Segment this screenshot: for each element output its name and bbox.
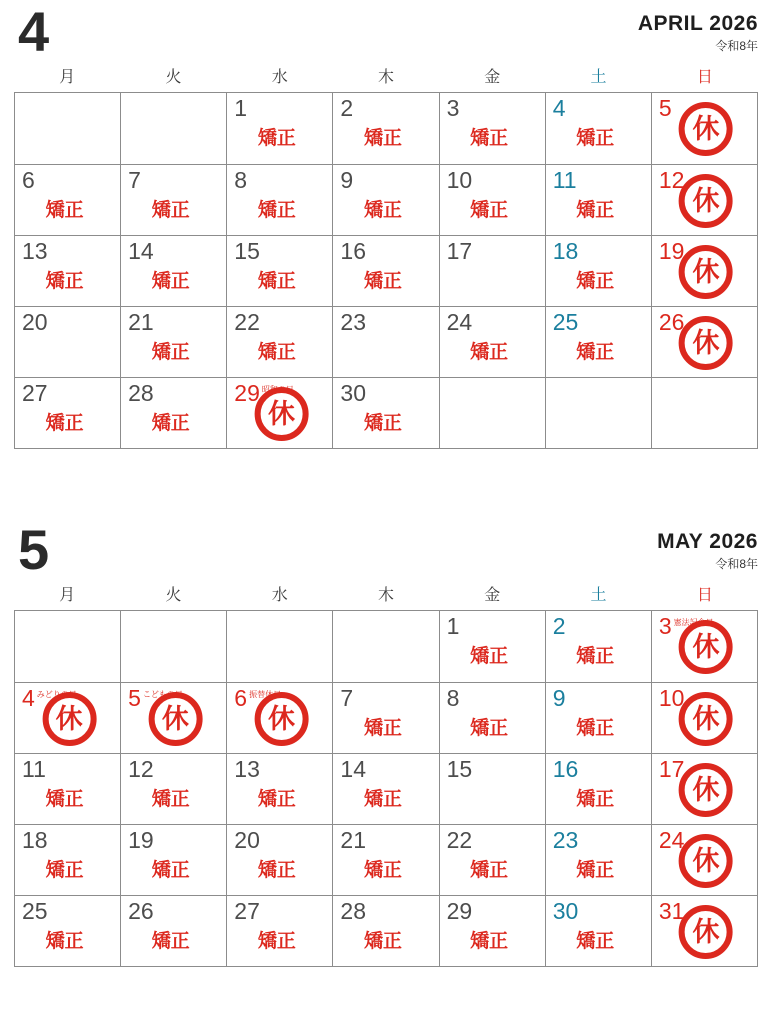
closed-stamp-icon (679, 316, 733, 370)
day-number: 12 (658, 167, 685, 193)
closed-stamp-icon (254, 387, 308, 441)
day-cell-top-line (121, 236, 226, 263)
day-cell (15, 165, 120, 235)
day-cell-top-line (333, 307, 438, 334)
weekday-header-weekday: 火 (165, 587, 182, 604)
day-cell (651, 93, 757, 164)
day-cell-top-line (546, 236, 651, 263)
day-cell-top-line (121, 307, 226, 334)
day-cell (15, 378, 120, 448)
day-number: 7 (128, 167, 141, 193)
day-cell-top-line (15, 165, 120, 192)
holiday-name-label: 振替休日 (249, 690, 282, 699)
correction-label: 矯正 (45, 789, 84, 810)
day-number: 3 (446, 95, 460, 121)
day-number: 30 (552, 898, 579, 924)
day-number: 21 (128, 309, 154, 335)
weekday-header-weekday: 木 (377, 587, 394, 604)
day-cell-top-line (121, 754, 226, 781)
month-number: 4 (18, 0, 48, 63)
closed-label: 休 (267, 398, 295, 429)
day-cell-top-line (227, 236, 332, 263)
day-cell (120, 307, 226, 377)
closed-stamp-icon (679, 834, 733, 888)
day-cell (545, 754, 651, 824)
day-number: 22 (446, 827, 473, 853)
day-number: 15 (234, 238, 260, 264)
correction-label: 矯正 (45, 200, 84, 221)
day-cell (15, 896, 120, 966)
month-title: MAY 2026 (657, 530, 758, 553)
empty-cell (332, 611, 438, 682)
day-number: 31 (658, 898, 685, 924)
day-cell-top-line (440, 165, 545, 192)
day-cell-top-line (121, 378, 226, 405)
day-cell-top-line (15, 754, 120, 781)
day-cell-top-line (227, 93, 332, 120)
day-number: 5 (658, 95, 672, 121)
correction-label: 矯正 (151, 200, 190, 221)
correction-label: 矯正 (576, 271, 615, 292)
correction-label: 矯正 (576, 646, 615, 667)
week-row (15, 306, 757, 377)
correction-label: 矯正 (257, 789, 296, 810)
day-cell (332, 236, 438, 306)
closed-stamp-icon (679, 102, 733, 156)
day-cell-top-line (333, 236, 438, 263)
day-number: 23 (552, 827, 579, 853)
day-cell-top-line (546, 611, 651, 638)
empty-cell (651, 378, 757, 448)
day-cell-top-line (440, 307, 545, 334)
week-row (15, 895, 757, 966)
correction-label: 矯正 (257, 931, 296, 952)
day-cell (545, 896, 651, 966)
day-cell-top-line (546, 683, 651, 710)
day-cell (439, 896, 545, 966)
closed-stamp-icon (254, 692, 308, 746)
closed-label: 休 (692, 916, 720, 947)
day-number: 2 (340, 95, 354, 121)
day-cell-top-line (227, 896, 332, 923)
weekday-header-saturday: 土 (590, 587, 607, 604)
day-cell-top-line (546, 754, 651, 781)
closed-label: 休 (55, 703, 83, 734)
day-cell (226, 165, 332, 235)
empty-cell (226, 611, 332, 682)
month-number: 5 (18, 518, 48, 581)
empty-cell (15, 93, 120, 164)
day-number: 11 (22, 756, 46, 782)
day-number: 19 (658, 238, 685, 264)
day-number: 8 (446, 685, 460, 711)
weekday-header-weekday: 木 (377, 69, 394, 86)
day-cell (651, 611, 757, 682)
holiday-name-label: 昭和の日 (261, 385, 294, 394)
day-number: 28 (340, 898, 367, 924)
day-cell-top-line (440, 754, 545, 781)
day-number: 28 (128, 380, 154, 406)
day-cell-top-line (227, 165, 332, 192)
week-row (15, 824, 757, 895)
closed-label: 休 (692, 256, 720, 287)
day-number: 25 (552, 309, 579, 335)
closed-stamp-icon (42, 692, 96, 746)
correction-label: 矯正 (257, 860, 296, 881)
day-number: 4 (22, 685, 35, 711)
correction-label: 矯正 (257, 200, 296, 221)
day-number: 9 (340, 167, 354, 193)
day-cell (651, 236, 757, 306)
correction-label: 矯正 (151, 271, 190, 292)
month-section-april (14, 2, 758, 449)
day-cell (226, 378, 332, 448)
day-cell (439, 825, 545, 895)
day-cell (15, 307, 120, 377)
day-number: 16 (340, 238, 367, 264)
day-cell (332, 683, 438, 753)
day-cell (15, 825, 120, 895)
correction-label: 矯正 (257, 128, 296, 149)
day-number: 23 (340, 309, 367, 335)
day-cell-top-line (440, 825, 545, 852)
correction-label: 矯正 (151, 342, 190, 363)
day-cell (651, 825, 757, 895)
day-cell-top-line (333, 896, 438, 923)
week-row (15, 93, 757, 164)
empty-cell (439, 378, 545, 448)
correction-label: 矯正 (470, 718, 509, 739)
week-row (15, 753, 757, 824)
closed-label: 休 (267, 703, 295, 734)
closed-stamp-icon (679, 905, 733, 959)
day-cell-top-line (333, 378, 438, 405)
day-number: 9 (552, 685, 566, 711)
day-number: 2 (552, 613, 566, 639)
correction-label: 矯正 (576, 342, 615, 363)
day-cell-top-line (440, 93, 545, 120)
weekday-header-weekday: 月 (59, 587, 76, 604)
day-cell (15, 683, 120, 753)
day-number: 18 (22, 827, 48, 853)
day-cell-top-line (546, 307, 651, 334)
day-cell (651, 754, 757, 824)
day-number: 7 (340, 685, 354, 711)
day-cell (226, 236, 332, 306)
calendar-grid-april (14, 92, 758, 449)
day-cell-top-line (15, 825, 120, 852)
day-number: 19 (128, 827, 154, 853)
correction-label: 矯正 (363, 271, 402, 292)
day-number: 4 (552, 95, 566, 121)
closed-stamp-icon (679, 620, 733, 674)
day-cell (439, 307, 545, 377)
day-number: 21 (340, 827, 367, 853)
day-number: 24 (658, 827, 685, 853)
day-number: 25 (22, 898, 48, 924)
day-cell (332, 165, 438, 235)
day-cell (332, 93, 438, 164)
day-cell (120, 683, 226, 753)
closed-stamp-icon (679, 174, 733, 228)
day-cell-top-line (227, 754, 332, 781)
closed-label: 休 (692, 845, 720, 876)
correction-label: 矯正 (576, 718, 615, 739)
correction-label: 矯正 (363, 860, 402, 881)
day-cell-top-line (227, 307, 332, 334)
closed-label: 休 (692, 185, 720, 216)
week-row (15, 164, 757, 235)
empty-cell (545, 378, 651, 448)
closed-label: 休 (692, 327, 720, 358)
holiday-name-label: 憲法記念日 (673, 618, 714, 627)
day-number: 30 (340, 380, 367, 406)
day-number: 27 (22, 380, 48, 406)
day-number: 29 (446, 898, 473, 924)
calendar-grid-may (14, 610, 758, 967)
day-cell (439, 165, 545, 235)
weekday-header-weekday: 火 (165, 69, 182, 86)
day-cell (226, 307, 332, 377)
weekday-header-sunday: 日 (696, 587, 713, 604)
day-cell (15, 236, 120, 306)
correction-label: 矯正 (576, 931, 615, 952)
day-number: 1 (446, 613, 460, 639)
weekday-header-weekday: 金 (484, 69, 501, 86)
closed-label: 休 (692, 774, 720, 805)
day-cell (545, 683, 651, 753)
correction-label: 矯正 (363, 718, 402, 739)
day-cell (651, 683, 757, 753)
day-cell (545, 611, 651, 682)
day-cell-top-line (15, 236, 120, 263)
day-cell (651, 165, 757, 235)
day-number: 17 (658, 756, 685, 782)
day-cell-top-line (15, 307, 120, 334)
day-cell (439, 236, 545, 306)
day-cell (332, 307, 438, 377)
day-cell (120, 754, 226, 824)
day-number: 26 (128, 898, 154, 924)
day-number: 15 (446, 756, 473, 782)
day-cell (226, 896, 332, 966)
closed-stamp-icon (679, 245, 733, 299)
day-cell-top-line (333, 825, 438, 852)
closed-stamp-icon (679, 763, 733, 817)
correction-label: 矯正 (45, 860, 84, 881)
closed-stamp-icon (148, 692, 202, 746)
correction-label: 矯正 (363, 789, 402, 810)
correction-label: 矯正 (363, 931, 402, 952)
day-number: 1 (234, 95, 248, 121)
correction-label: 矯正 (470, 931, 509, 952)
day-number: 3 (658, 613, 672, 639)
day-number: 5 (128, 685, 141, 711)
closed-stamp-icon (679, 692, 733, 746)
day-cell-top-line (121, 896, 226, 923)
day-cell-top-line (440, 896, 545, 923)
weekday-header-row (14, 582, 758, 610)
day-cell (226, 825, 332, 895)
day-cell-top-line (333, 93, 438, 120)
day-cell-top-line (121, 165, 226, 192)
day-cell-top-line (546, 93, 651, 120)
day-cell (332, 378, 438, 448)
day-cell-top-line (546, 825, 651, 852)
correction-label: 矯正 (470, 342, 509, 363)
week-row (15, 611, 757, 682)
week-row (15, 377, 757, 448)
day-number: 20 (22, 309, 48, 335)
day-cell-top-line (227, 825, 332, 852)
closed-label: 休 (692, 113, 720, 144)
correction-label: 矯正 (576, 860, 615, 881)
empty-cell (15, 611, 120, 682)
day-cell-top-line (440, 236, 545, 263)
correction-label: 矯正 (45, 413, 84, 434)
weekday-header-row (14, 64, 758, 92)
day-cell-top-line (15, 378, 120, 405)
correction-label: 矯正 (151, 931, 190, 952)
day-cell (545, 825, 651, 895)
day-cell-top-line (333, 683, 438, 710)
day-number: 11 (552, 167, 577, 193)
day-cell-top-line (546, 165, 651, 192)
correction-label: 矯正 (257, 271, 296, 292)
empty-cell (120, 93, 226, 164)
day-number: 13 (22, 238, 48, 264)
correction-label: 矯正 (470, 200, 509, 221)
day-cell (545, 236, 651, 306)
day-cell-top-line (333, 165, 438, 192)
day-cell-top-line (546, 896, 651, 923)
day-cell (226, 754, 332, 824)
day-cell-top-line (121, 825, 226, 852)
day-cell (120, 378, 226, 448)
correction-label: 矯正 (257, 342, 296, 363)
day-number: 27 (234, 898, 260, 924)
day-number: 6 (22, 167, 35, 193)
day-number: 26 (658, 309, 685, 335)
correction-label: 矯正 (151, 413, 190, 434)
day-number: 18 (552, 238, 579, 264)
correction-label: 矯正 (363, 128, 402, 149)
day-number: 22 (234, 309, 260, 335)
day-cell (439, 93, 545, 164)
correction-label: 矯正 (470, 128, 509, 149)
day-number: 29 (234, 380, 260, 406)
month-header-may (14, 520, 758, 582)
weekday-header-saturday: 土 (590, 69, 607, 86)
day-number: 16 (552, 756, 579, 782)
day-cell (332, 896, 438, 966)
day-cell (439, 611, 545, 682)
day-cell (120, 236, 226, 306)
weekday-header-weekday: 水 (271, 69, 288, 86)
day-number: 8 (234, 167, 248, 193)
day-cell (120, 165, 226, 235)
day-cell-top-line (15, 896, 120, 923)
month-title: APRIL 2026 (637, 12, 758, 35)
correction-label: 矯正 (470, 646, 509, 667)
correction-label: 矯正 (151, 789, 190, 810)
correction-label: 矯正 (576, 200, 615, 221)
correction-label: 矯正 (576, 789, 615, 810)
week-row (15, 682, 757, 753)
closed-label: 休 (692, 703, 720, 734)
month-section-may (14, 520, 758, 967)
day-cell (545, 307, 651, 377)
weekday-header-weekday: 月 (59, 69, 76, 86)
week-row (15, 235, 757, 306)
day-number: 6 (234, 685, 248, 711)
day-cell (651, 896, 757, 966)
day-cell-top-line (440, 611, 545, 638)
day-number: 10 (446, 167, 473, 193)
day-cell (226, 93, 332, 164)
day-cell (439, 754, 545, 824)
weekday-header-weekday: 金 (484, 587, 501, 604)
month-era-label: 令和8年 (715, 557, 758, 571)
weekday-header-weekday: 水 (271, 587, 288, 604)
correction-label: 矯正 (151, 860, 190, 881)
correction-label: 矯正 (45, 271, 84, 292)
day-cell (226, 683, 332, 753)
day-cell-top-line (440, 683, 545, 710)
day-number: 24 (446, 309, 473, 335)
correction-label: 矯正 (363, 200, 402, 221)
day-cell (439, 683, 545, 753)
day-cell-top-line (333, 754, 438, 781)
day-number: 10 (658, 685, 685, 711)
day-cell (120, 825, 226, 895)
weekday-header-sunday: 日 (696, 69, 713, 86)
correction-label: 矯正 (470, 860, 509, 881)
day-cell (651, 307, 757, 377)
holiday-name-label: こどもの日 (142, 690, 183, 699)
closed-label: 休 (161, 703, 189, 734)
holiday-name-label: みどりの日 (36, 690, 77, 699)
day-number: 13 (234, 756, 260, 782)
day-cell (15, 754, 120, 824)
day-number: 14 (340, 756, 367, 782)
correction-label: 矯正 (45, 931, 84, 952)
day-number: 14 (128, 238, 154, 264)
month-era-label: 令和8年 (715, 39, 758, 53)
correction-label: 矯正 (576, 128, 615, 149)
day-cell (120, 896, 226, 966)
empty-cell (120, 611, 226, 682)
day-number: 20 (234, 827, 260, 853)
day-cell (545, 93, 651, 164)
correction-label: 矯正 (363, 413, 402, 434)
closed-label: 休 (692, 631, 720, 662)
day-cell (545, 165, 651, 235)
month-header-april (14, 2, 758, 64)
day-number: 17 (446, 238, 473, 264)
day-cell (332, 754, 438, 824)
day-number: 12 (128, 756, 154, 782)
day-cell (332, 825, 438, 895)
